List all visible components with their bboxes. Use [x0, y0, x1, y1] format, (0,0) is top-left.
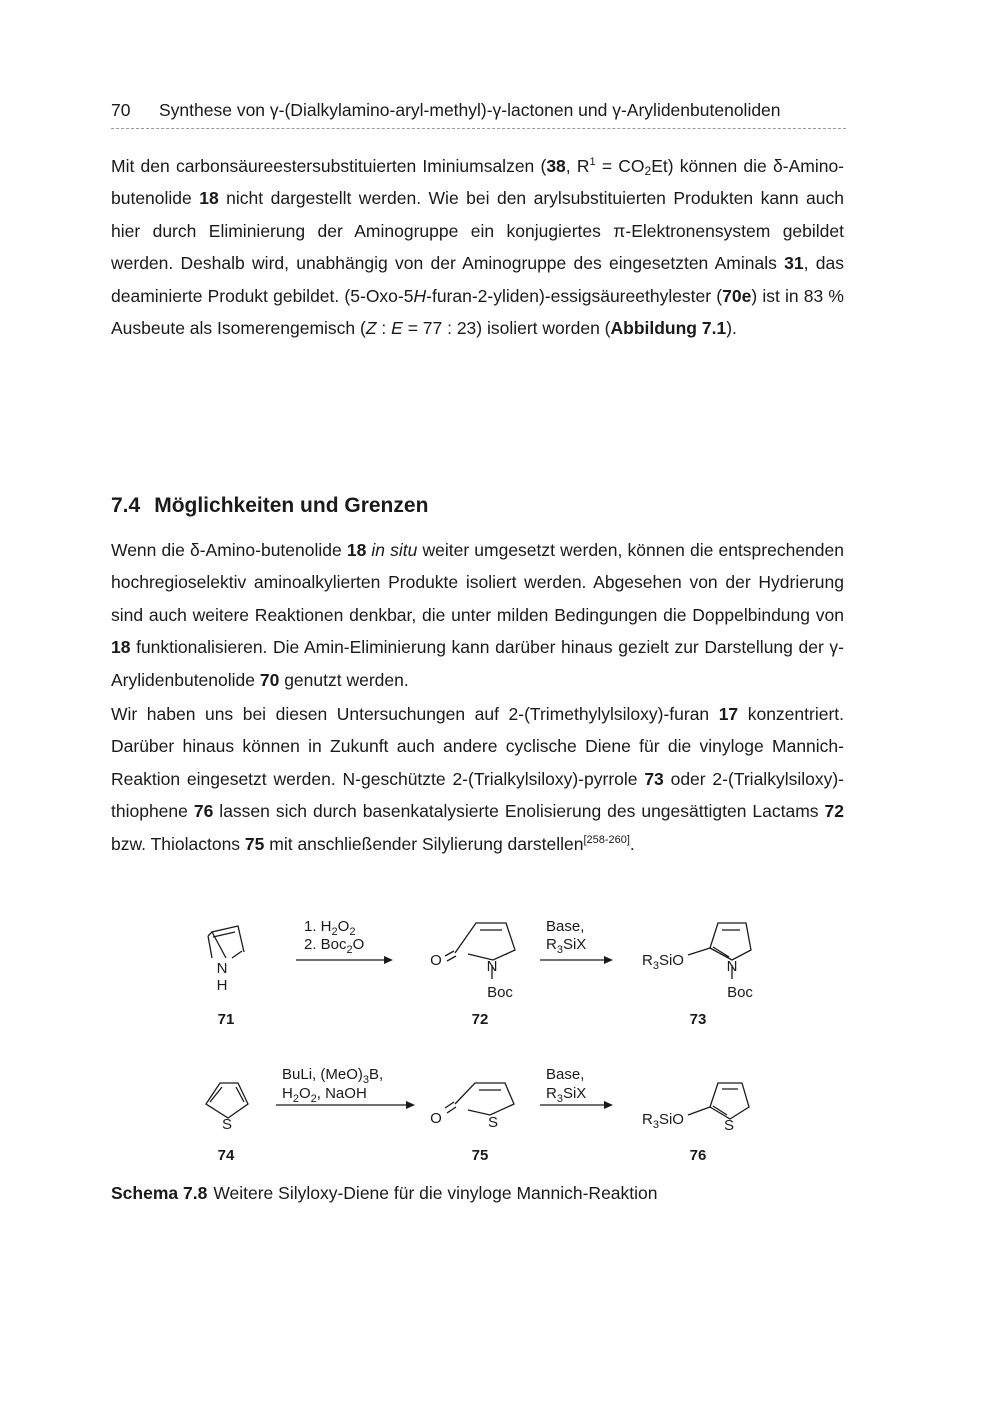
text-run: . [629, 833, 635, 854]
text-run: -furan-2-yliden)-essigsäureethylester ( [426, 285, 723, 306]
caption-text: Weitere Silyloxy-Diene für die vinyloge Mannich-Reaktion [213, 1183, 658, 1203]
compound-ref-70: 70 [259, 669, 280, 690]
text-run: = 77 : 23) isoliert worden ( [402, 318, 611, 339]
compound-ref-73: 73 [644, 768, 664, 789]
thiolactone-ring-75 [455, 1083, 514, 1115]
italic-text: Z [365, 318, 377, 339]
text-run: nicht dargestellt werden. Wie bei den arylsubstituierten Produkten kann auch hier durch Eliminierung der Aminogruppe ein konjugiertes π-Elektronensystem gebildet werden. Deshalb wird, unabhängig von der Aminogruppe des eingesetzten Aminals [111, 188, 844, 274]
svg-text:N: N [486, 958, 498, 975]
compound-ref-18: 18 [346, 540, 367, 560]
text-run: konzentriert. Darüber hinaus können in Zukunft auch andere cyclische Diene für die vinyloge Mannich-Reaktion eingesetzt werden. N-geschützte 2-(Trialkylsiloxy)-pyrrole [111, 704, 845, 789]
compound-label-75: 75 [471, 1147, 489, 1164]
italic-text: H [413, 285, 427, 306]
scheme-caption [111, 1183, 658, 1204]
citation: [258-260] [583, 833, 630, 846]
text-run: genutzt werden. [279, 669, 409, 690]
text-run: funktionalisieren. Die Amin-Eliminierung kann darüber hinaus gezielt zur Darstellung der γ-Arylidenbutenolide [111, 637, 844, 690]
paragraph-3 [111, 698, 844, 860]
svg-text:R3SiO: $R_3SiO$ [642, 952, 684, 972]
svg-text:Base,: Base, [546, 918, 585, 935]
compound-ref-18: 18 [111, 637, 131, 658]
svg-text:S: S [487, 1114, 499, 1131]
compound-ref-70e: 70e [722, 285, 752, 306]
text-run: Et) können die δ-Amino-butenolide [111, 156, 844, 209]
svg-text:Boc: Boc [727, 984, 753, 1001]
svg-text:H2O2, NaOH: $H_2O_2$, NaOH [282, 1085, 367, 1105]
section-title: Möglichkeiten und Grenzen [154, 494, 429, 517]
pyrrole-ring-71 [212, 926, 244, 958]
paragraph-2 [111, 534, 844, 696]
svg-text:Base,: Base, [546, 1066, 585, 1083]
text-run: : [376, 318, 392, 339]
text-run: = CO [595, 156, 645, 176]
text-run: bzw. Thiolactons [111, 833, 245, 854]
svg-text:1. H2O2: 1. $H_2O_2$ [304, 918, 356, 938]
chapter-title: Synthese von γ-(Dialkylamino-aryl-methyl)-γ-lactonen und γ-Arylidenbutenoliden [159, 100, 781, 120]
text-run: Wir haben uns bei diesen Untersuchungen auf 2-(Trimethylylsiloxy)-furan [111, 704, 719, 724]
thiophene-ring-74 [206, 1083, 248, 1118]
text-run: , das deaminierte Produkt gebildet. (5-Oxo-5 [111, 253, 844, 306]
text-run: oder 2-(Trialkylsiloxy)-thiophene [111, 768, 844, 822]
italic-text: E [391, 318, 403, 339]
compound-label-71: 71 [217, 1011, 235, 1028]
svg-text:O: O [430, 1110, 442, 1127]
text-run: , R [565, 156, 590, 176]
text-run: Mit den carbonsäureestersubstituierten Iminiumsalzen ( [111, 156, 547, 176]
text-run: mit anschließender Silylierung darstellen [264, 833, 584, 854]
svg-text:2. Boc2O: 2. Boc$_2$O [304, 936, 365, 956]
compound-label-72: 72 [471, 1011, 489, 1028]
subscript: 2 [644, 164, 652, 178]
superscript: 1 [589, 156, 596, 168]
svg-text:BuLi, (MeO)3B,: BuLi, $(MeO)_3B$, [282, 1066, 384, 1086]
svg-text:N: N [726, 958, 738, 975]
reaction-scheme [110, 905, 850, 1175]
compound-ref-18: 18 [199, 188, 219, 209]
page-number: 70 [111, 100, 131, 120]
pyrrole-ring-73 [710, 923, 751, 960]
svg-text:S: S [221, 1116, 233, 1133]
svg-text:Boc: Boc [487, 984, 513, 1001]
compound-label-76: 76 [689, 1147, 707, 1164]
compound-label-74: 74 [217, 1147, 235, 1164]
text-run: ) ist in 83 % Ausbeute als Isomerengemisch ( [111, 285, 844, 339]
compound-ref-76: 76 [193, 801, 214, 822]
svg-text:S: S [723, 1117, 735, 1134]
compound-label-73: 73 [689, 1011, 707, 1028]
text-run: Wenn die δ-Amino-butenolide [111, 540, 347, 560]
italic-text: in situ [371, 540, 418, 560]
lactam-ring-72 [455, 923, 515, 960]
compound-ref-31: 31 [784, 253, 804, 274]
thiophene-ring-76 [710, 1083, 749, 1119]
compound-ref-17: 17 [718, 704, 739, 724]
compound-ref-72: 72 [824, 801, 844, 822]
caption-label: Schema 7.8 [111, 1183, 208, 1203]
section-number: 7.4 [111, 494, 141, 517]
svg-text:H: H [216, 977, 228, 994]
compound-ref-38: 38 [546, 156, 566, 176]
svg-text:O: O [430, 952, 442, 969]
svg-text:R3SiO: $R_3SiO$ [642, 1111, 684, 1131]
compound-ref-75: 75 [244, 833, 265, 854]
text-run: lassen sich durch basenkatalysierte Enolisierung des ungesättigten Lactams [213, 801, 825, 822]
figure-reference: Abbildung 7.1 [610, 318, 727, 339]
running-header [111, 100, 846, 129]
svg-text:R3SiX: $R_3SiX$ [546, 936, 587, 956]
text-run: ). [726, 318, 737, 339]
svg-text:R3SiX: $R_3SiX$ [546, 1085, 587, 1105]
paragraph-1 [111, 150, 844, 344]
svg-text:N: N [216, 960, 228, 977]
section-heading [111, 494, 428, 518]
text-run: weiter umgesetzt werden, können die entsprechenden hochregioselektiv aminoalkylierten Produkte isoliert werden. Abgesehen von der Hydrierung sind auch weitere Reaktionen denkbar, die unter milden Bedingungen die Doppelbindung von [111, 540, 844, 625]
